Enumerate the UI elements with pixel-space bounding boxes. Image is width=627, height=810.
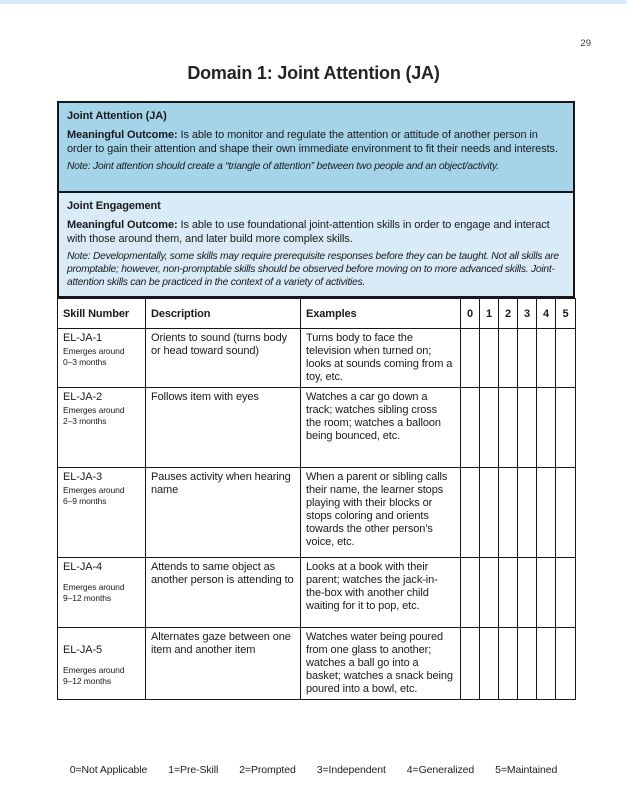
table-row	[58, 467, 576, 557]
score-cell	[461, 557, 480, 627]
score-cell	[556, 557, 576, 627]
score-cell	[518, 329, 537, 388]
examples-cell: When a parent or sibling calls their name, the learner stops playing with their blocks or stops coloring and orients towards the other person’s voice, etc.	[301, 467, 461, 557]
skills-table	[57, 298, 576, 700]
joint-attention-box	[59, 103, 573, 193]
score-cell	[556, 467, 576, 557]
score-cell	[461, 467, 480, 557]
joint-attention-note: Note: Joint attention should create a “triangle of attention” between two people and an object/activity.	[67, 161, 499, 173]
emerges-label: Emerges around 2–3 months	[63, 404, 125, 426]
score-cell	[537, 557, 556, 627]
emerges-label: Emerges around 0–3 months	[63, 346, 125, 367]
score-cell	[461, 627, 480, 699]
page-top-edge	[0, 0, 627, 4]
legend-item: 3=Independent	[316, 764, 386, 776]
joint-engagement-note: Note: Developmentally, some skills may require prerequisite responses before they can be taught. Not all skills are promptable; however, non-promptable skills should be observed before moving on to more advanced skills. Joint-attention skills can be practiced in the context of a variety of activities.	[67, 251, 559, 289]
header-description: Description	[146, 299, 301, 329]
score-cell	[537, 329, 556, 388]
joint-engagement-heading: Joint Engagement	[67, 200, 161, 212]
skill-cell	[58, 557, 146, 627]
emerges-label: Emerges around 9–12 months	[63, 664, 125, 686]
score-cell	[537, 627, 556, 699]
score-cell	[556, 387, 576, 467]
score-cell	[499, 557, 518, 627]
table-row	[58, 329, 576, 388]
header-score-2: 2	[499, 299, 518, 329]
score-cell	[556, 627, 576, 699]
skill-number: EL-JA-1	[63, 332, 103, 344]
skill-cell	[58, 329, 146, 388]
description-cell: Alternates gaze between one item and another item	[146, 627, 301, 699]
score-legend	[0, 764, 627, 776]
skill-cell	[58, 467, 146, 557]
skill-cell	[58, 627, 146, 699]
table-row	[58, 557, 576, 627]
score-cell	[537, 467, 556, 557]
score-cell	[537, 387, 556, 467]
skill-number: EL-JA-5	[63, 643, 103, 656]
table-row	[58, 627, 576, 699]
page-title: Domain 1: Joint Attention (JA)	[187, 63, 440, 83]
header-skill-number: Skill Number	[58, 299, 146, 329]
outcome-label: Meaningful Outcome:	[67, 219, 178, 231]
examples-cell: Watches water being poured from one glass to another; watches a ball go into a basket; watches a snack being poured into a bowl, etc.	[301, 627, 461, 699]
header-examples: Examples	[301, 299, 461, 329]
header-score-4: 4	[537, 299, 556, 329]
legend-item: 1=Pre-Skill	[168, 764, 219, 776]
score-cell	[480, 329, 499, 388]
score-cell	[518, 467, 537, 557]
score-cell	[499, 387, 518, 467]
skill-number: EL-JA-3	[63, 470, 103, 483]
header-score-5: 5	[556, 299, 576, 329]
score-cell	[480, 467, 499, 557]
score-cell	[499, 329, 518, 388]
score-cell	[480, 557, 499, 627]
joint-engagement-outcome	[67, 218, 565, 246]
description-cell: Pauses activity when hearing name	[146, 467, 301, 557]
description-cell: Attends to same object as another person is attending to	[146, 557, 301, 627]
score-cell	[499, 627, 518, 699]
intro-boxes	[57, 101, 575, 298]
score-cell	[518, 387, 537, 467]
skill-cell	[58, 387, 146, 467]
legend-item: 2=Prompted	[239, 764, 296, 776]
table-row	[58, 387, 576, 467]
description-cell: Follows item with eyes	[146, 387, 301, 467]
emerges-label: Emerges around 6–9 months	[63, 484, 125, 506]
header-score-3: 3	[518, 299, 537, 329]
score-cell	[480, 387, 499, 467]
header-score-1: 1	[480, 299, 499, 329]
examples-cell: Turns body to face the television when turned on; looks at sounds coming from a toy, etc.	[301, 329, 461, 388]
page-number: 29	[580, 38, 591, 49]
score-cell	[556, 329, 576, 388]
legend-item: 5=Maintained	[495, 764, 558, 776]
joint-attention-outcome	[67, 128, 565, 156]
description-cell: Orients to sound (turns body or head toward sound)	[146, 329, 301, 388]
score-cell	[518, 557, 537, 627]
score-cell	[461, 329, 480, 388]
legend-item: 4=Generalized	[406, 764, 475, 776]
joint-attention-heading: Joint Attention (JA)	[67, 110, 167, 122]
table-header-row	[58, 299, 576, 329]
emerges-label: Emerges around 9–12 months	[63, 581, 125, 603]
header-score-0: 0	[461, 299, 480, 329]
examples-cell: Looks at a book with their parent; watches the jack-in-the-box with another child waiting for it to pop, etc.	[301, 557, 461, 627]
skill-number: EL-JA-2	[63, 390, 103, 403]
legend-item: 0=Not Applicable	[69, 764, 148, 776]
skill-number: EL-JA-4	[63, 560, 103, 573]
outcome-text: Is able to monitor and regulate the attention or attitude of another person in order to gain their attention and shape their own immediate environment to fit their needs and interests.	[67, 129, 558, 156]
outcome-label: Meaningful Outcome:	[67, 129, 178, 141]
joint-engagement-box	[59, 193, 573, 296]
score-cell	[461, 387, 480, 467]
examples-cell: Watches a car go down a track; watches sibling cross the room; watches a balloon being bounced, etc.	[301, 387, 461, 467]
score-cell	[518, 627, 537, 699]
outcome-text: Is able to use foundational joint-attention skills in order to engage and interact with those around them, and later build more complex skills.	[67, 219, 550, 246]
score-cell	[499, 467, 518, 557]
score-cell	[480, 627, 499, 699]
